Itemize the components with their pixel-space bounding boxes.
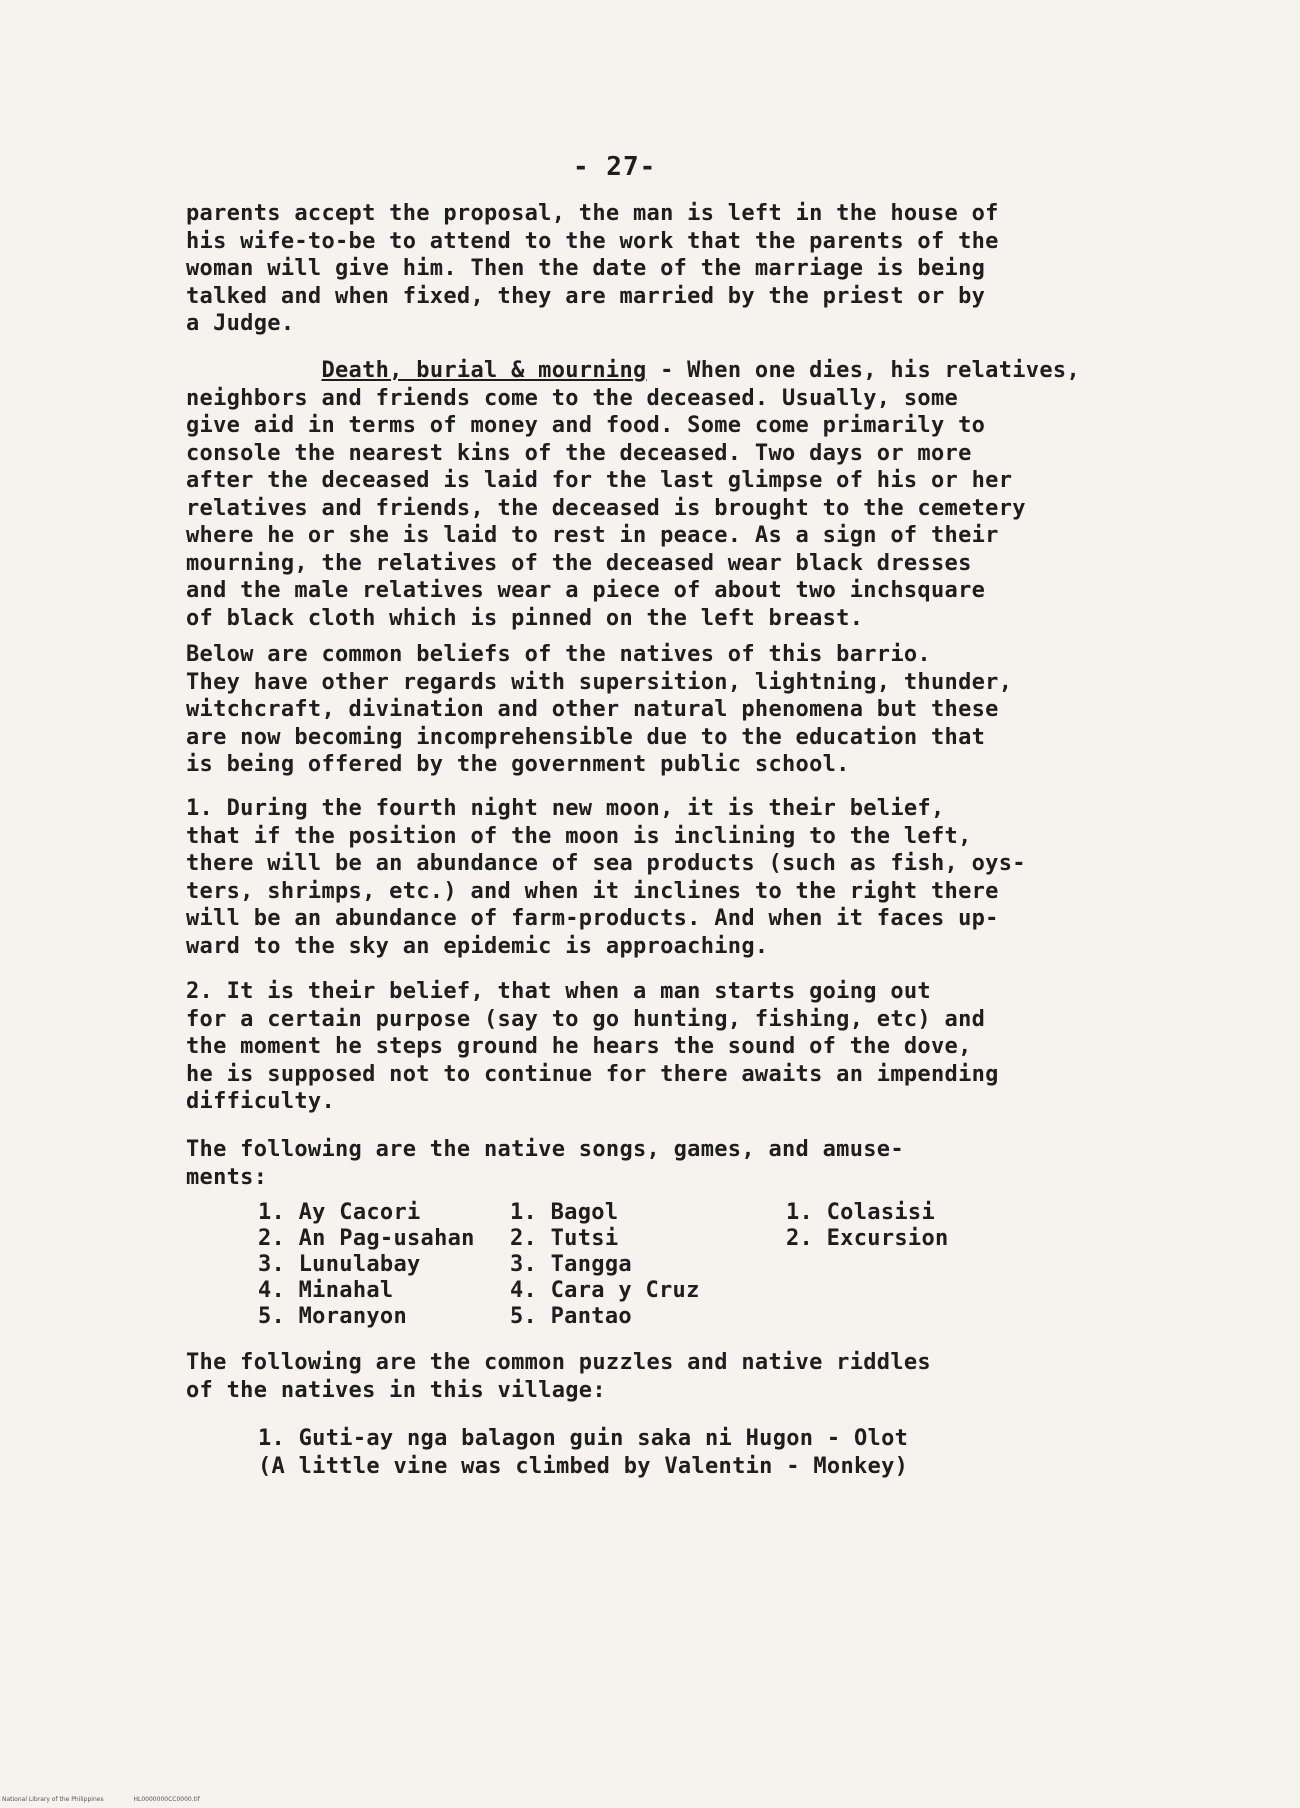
paragraph-death-body: - When one dies, his relatives, neighbors and friends come to the deceased. Usually, some give aid in terms of money and food. Some come primarily to console the nearest kins of the deceased. Two days or more after the deceased is laid for the last glimpse of his or her relatives and friends, the deceased is brought to the cemetery where he or she is laid to rest in peace. As a sign of their mourning, the relatives of the deceased wear black dresses and the male relatives wear a piece of about two inchsquare of black cloth which is pinned on the left breast. <box>186 358 1080 631</box>
game-item: 4. Cara y Cruz <box>510 1278 700 1303</box>
paragraph-songs-intro: The following are the native songs, games, and amuse- ments: <box>186 1137 904 1190</box>
game-item: 3. Tangga <box>510 1252 632 1277</box>
game-item: 2. Tutsi <box>510 1226 619 1251</box>
game-item: 5. Pantao <box>510 1304 632 1329</box>
songs-column <box>258 1200 475 1330</box>
amusements-column <box>786 1200 949 1252</box>
paragraph-belief-moon: 1. During the fourth night new moon, it is their belief, that if the position of the moon is inclining to the left, there will be an abundance of sea products (such as fish, oys- ters, shrimps, etc.) and when it inclines to the right there will be an abundance of farm-products. And when it faces up- ward to the sky an epidemic is approaching. <box>186 796 1026 959</box>
section-heading-death: Death, burial & mourning <box>321 358 647 383</box>
paragraph-common-beliefs: Below are common beliefs of the natives of this barrio. They have other regards with supersition, lightning, thunder, witchcraft, divination and other natural phenomena but these are now becoming incomprehensible due to the education that is being offered by the government public school. <box>186 642 1013 777</box>
song-item: 2. An Pag-usahan <box>258 1226 475 1251</box>
song-item: 5. Moranyon <box>258 1304 407 1329</box>
riddle-item: 1. Guti-ay nga balagon guin saka ni Hugon - Olot (A little vine was climbed by Valentin - Monkey) <box>258 1426 909 1479</box>
scan-footer <box>2 1796 228 1803</box>
paragraph-death-burial <box>186 357 1106 632</box>
paragraph-riddles-intro: The following are the common puzzles and native riddles of the natives in this village: <box>186 1350 931 1403</box>
footer-library: National Library of the Philippines <box>2 1796 104 1803</box>
amusement-item: 1. Colasisi <box>786 1200 935 1225</box>
page-number: - 27- <box>573 152 657 182</box>
paragraph-marriage-end: parents accept the proposal, the man is left in the house of his wife-to-be to attend to the work that the parents of the woman will give him. Then the date of the marriage is being talked and when fixed, they are married by the priest or by a Judge. <box>186 201 999 336</box>
game-item: 1. Bagol <box>510 1200 619 1225</box>
paragraph-belief-dove: 2. It is their belief, that when a man starts going out for a certain purpose (say to go hunting, fishing, etc) and the moment he steps ground he hears the sound of the dove, he is supposed not to continue for there awaits an impending difficulty. <box>186 979 999 1114</box>
song-item: 1. Ay Cacori <box>258 1200 421 1225</box>
song-item: 4. Minahal <box>258 1278 394 1303</box>
games-column <box>510 1200 700 1330</box>
song-item: 3. Lunulabay <box>258 1252 421 1277</box>
footer-filename: HL0000000CC0000.tif <box>133 1796 200 1803</box>
amusement-item: 2. Excursion <box>786 1226 949 1251</box>
